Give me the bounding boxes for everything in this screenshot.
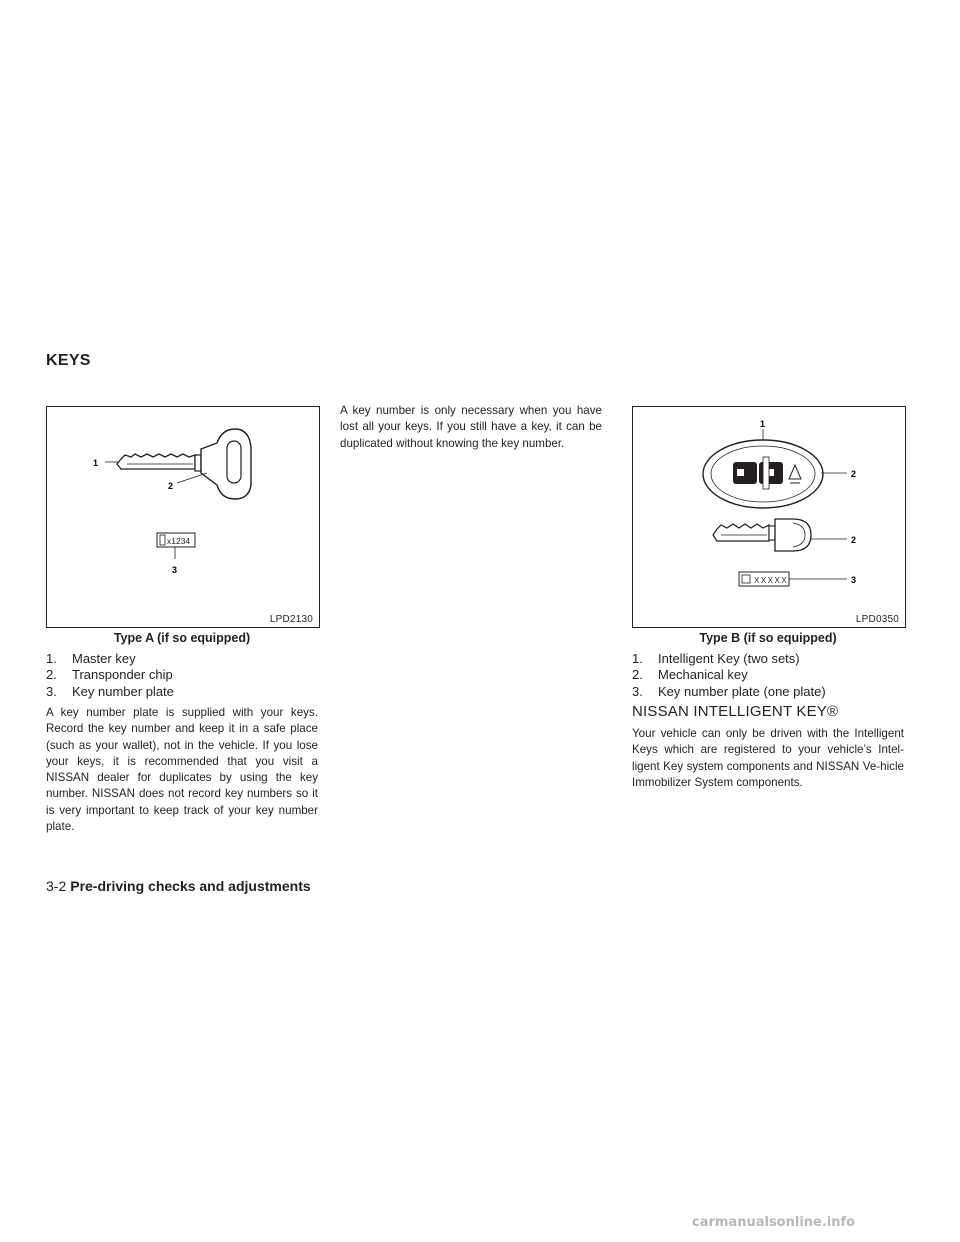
- figure-code: LPD2130: [269, 614, 313, 625]
- figure-caption: Type B (if so equipped): [699, 631, 837, 645]
- list-item: 3. Key number plate (one plate): [632, 683, 826, 699]
- key-number-paragraph: A key number is only necessary when you have lost all your keys. If you still have a key, it can be duplicated without knowing the key number.: [340, 404, 602, 450]
- section-title: KEYS: [46, 352, 91, 369]
- chapter-title: Pre-driving checks and adjustments: [70, 878, 311, 894]
- callout-2: 2: [851, 469, 857, 479]
- key-parts-list-a: [46, 651, 318, 700]
- intelligent-key-heading: NISSAN INTELLIGENT KEY®: [632, 703, 839, 720]
- figure-type-a: [46, 406, 320, 628]
- list-item: 1. Intelligent Key (two sets): [632, 651, 800, 666]
- key-number-plate-paragraph: A key number plate is supplied with your keys. Record the key number and keep it in a safe place (such as your wallet), not in the vehicle. If you lose your keys, it is recommended that you visit a NISSAN dealer for duplicates by using the key number. NISSAN does not record key numbers so it is very important to keep track of your key number plate.: [46, 706, 318, 834]
- figure-code: LPD0350: [855, 614, 899, 625]
- key-parts-list-b: [632, 651, 904, 700]
- list-item: 2. Mechanical key: [632, 667, 748, 683]
- plate-number: XXXXX: [754, 576, 789, 585]
- intelligent-key-paragraph: Your vehicle can only be driven with the Intelligent Keys which are registered to your vehicle’s Intel-ligent Key system components and NISSAN Ve-hicle Immobilizer System components.: [632, 727, 904, 789]
- callout-3: 3: [172, 565, 178, 575]
- lock-button-icon: [733, 462, 757, 484]
- list-item: 2. Transponder chip: [46, 667, 173, 683]
- callout-2: 2: [851, 535, 857, 545]
- page-footer: [46, 878, 311, 894]
- plate-number: x1234: [167, 536, 191, 546]
- callout-1: 1: [93, 458, 99, 468]
- list-item: 1. Master key: [46, 651, 136, 666]
- callout-3: 3: [851, 575, 857, 585]
- callout-2: 2: [168, 481, 174, 491]
- list-item: 3. Key number plate: [46, 683, 174, 699]
- master-key-illustration: [47, 407, 319, 627]
- page-number: 3-2: [46, 878, 67, 894]
- figure-caption: Type A (if so equipped): [113, 631, 251, 645]
- figure-type-b: [632, 406, 906, 628]
- watermark: carmanualsonline.info: [692, 1215, 856, 1230]
- callout-1: 1: [760, 419, 766, 429]
- intelligent-key-illustration: [633, 407, 905, 627]
